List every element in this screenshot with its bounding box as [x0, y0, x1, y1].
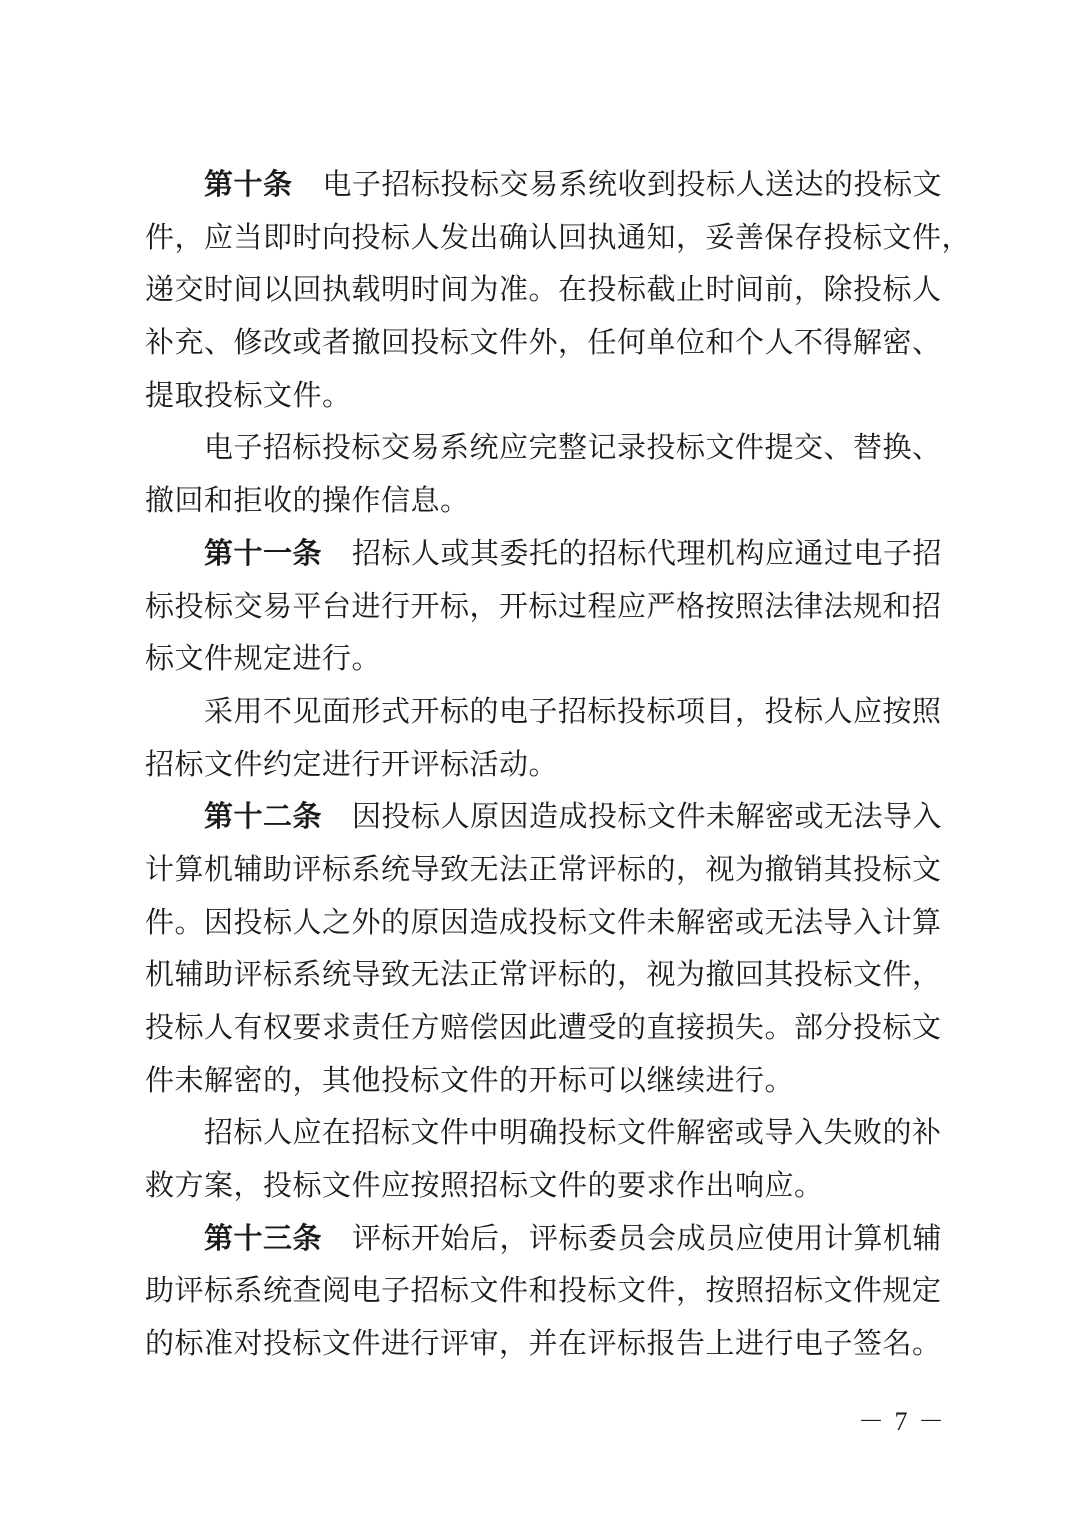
article-12-text-line: 因投标人原因造成投标文件未解密或无法导入 — [352, 799, 943, 834]
article-13-text-line: 助评标系统查阅电子招标文件和投标文件，按照招标文件规定 — [145, 1273, 942, 1308]
article-12-text-line: 计算机辅助评标系统导致无法正常评标的，视为撤销其投标文 — [145, 851, 942, 886]
article-10-para2-line: 电子招标投标交易系统应完整记录投标文件提交、替换、 — [204, 430, 942, 465]
article-12-text-line: 投标人有权要求责任方赔偿因此遭受的直接损失。部分投标文 — [145, 1010, 942, 1044]
article-13-first-line — [145, 1212, 943, 1265]
article-12-para2-line: 招标人应在招标文件中明确投标文件解密或导入失败的补 — [204, 1115, 942, 1150]
article-10-text-line: 件，应当即时向投标人发出确认回执通知，妥善保存投标文件， — [145, 219, 972, 254]
article-11-para2-line: 采用不见面形式开标的电子招标投标项目，投标人应按照 — [204, 693, 942, 728]
article-10-text-line: 递交时间以回执载明时间为准。在投标截止时间前，除投标人 — [145, 272, 942, 307]
article-10-text-line: 提取投标文件。 — [145, 377, 352, 412]
document-body — [145, 158, 972, 1370]
article-12-text-line: 机辅助评标系统导致无法正常评标的，视为撤回其投标文件， — [145, 957, 942, 992]
article-13-text-line: 的标准对投标文件进行评审，并在评标报告上进行电子签名。 — [145, 1326, 942, 1361]
article-11-heading: 第十一条 — [204, 535, 323, 570]
article-12-heading: 第十二条 — [204, 799, 323, 834]
article-11-text-line: 标文件规定进行。 — [145, 641, 382, 676]
article-13-text-line: 评标开始后，评标委员会成员应使用计算机辅 — [352, 1220, 943, 1255]
article-12-text-line: 件。因投标人之外的原因造成投标文件未解密或无法导入计算 — [145, 904, 942, 939]
page-number: － 7 － — [858, 1407, 947, 1436]
article-10-text-line: 补充、修改或者撤回投标文件外，任何单位和个人不得解密、 — [145, 325, 942, 360]
article-11-text-line: 招标人或其委托的招标代理机构应通过电子招 — [352, 535, 943, 570]
article-10-text-line: 电子招标投标交易系统收到投标人送达的投标文 — [322, 167, 943, 201]
article-10-first-line — [145, 158, 943, 211]
article-12-para2-line: 救方案，投标文件应按照招标文件的要求作出响应。 — [145, 1168, 824, 1203]
article-10-para2-line: 撤回和拒收的操作信息。 — [145, 483, 470, 518]
article-13-heading: 第十三条 — [204, 1220, 323, 1255]
article-11-first-line — [145, 527, 943, 580]
article-11-para2-line: 招标文件约定进行开评标活动。 — [145, 746, 559, 781]
article-10-heading: 第十条 — [204, 167, 293, 201]
article-12-text-line: 件未解密的，其他投标文件的开标可以继续进行。 — [145, 1062, 795, 1097]
article-11-text-line: 标投标交易平台进行开标，开标过程应严格按照法律法规和招 — [145, 588, 942, 623]
article-12-first-line — [145, 790, 943, 843]
